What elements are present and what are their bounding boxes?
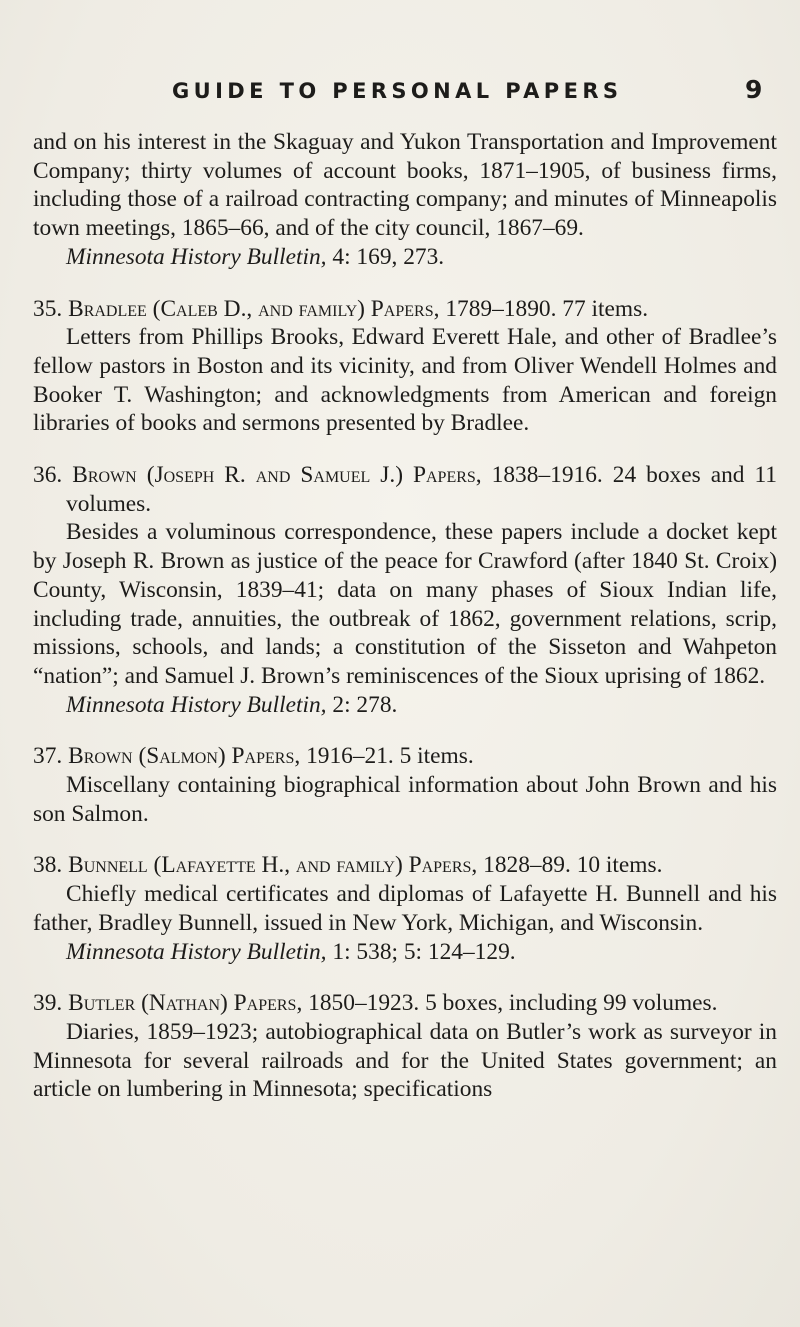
entry-description: Chiefly medical certificates and diplomas of Lafayette H. Bunnell and his father, Bradley Bunnell, issued in New York, Michigan, and Wisconsin. [33,881,777,936]
running-title: GUIDE TO PERSONAL PAPERS [172,79,623,103]
entry-heading [33,295,777,324]
entry-name: Butler (Nathan) Papers, [68,990,303,1017]
entry-39 [33,989,777,1104]
entry-description: Letters from Phillips Brooks, Edward Everett Hale, and other of Bradlee’s fellow pastors in Boston and its vicinity, and from Oliver Wendell Holmes and Booker T. Washington; and acknowledgments from American and foreign libraries of books and sermons presented by Bradlee. [33,324,777,437]
entry-description: Diaries, 1859–1923; autobiographical data on Butler’s work as surveyor in Minnesota for several railroads and for the United States government; an article on lumbering in Minnesota; specifications [33,1018,777,1103]
entry-name: Bradlee (Caleb D., and family) Papers, [68,295,440,322]
entry-number: 38. [33,852,63,879]
entry-details: 1838–1916. 24 boxes and 11 volumes. [66,462,777,517]
page-content [33,128,777,1104]
entry-heading [33,851,777,880]
bulletin-reference [33,938,777,967]
entry-name: Brown (Salmon) Papers, [68,743,301,770]
running-head [0,73,800,113]
bulletin-reference [33,243,777,272]
reference-title: Minnesota History Bulletin, [66,691,327,718]
entry-details: 1828–89. 10 items. [483,852,663,879]
entry-number: 36. [33,462,63,489]
continued-paragraph: and on his interest in the Skaguay and Yukon Transportation and Improvement Company; thirty volumes of account books, 1871–1905, of business firms, including those of a railroad contracting company; and minutes of Minneapolis town meetings, 1865–66, and of the city council, 1867–69. [33,129,777,242]
entry-description: Besides a voluminous correspondence, these papers include a docket kept by Joseph R. Brown as justice of the peace for Crawford (after 1840 St. Croix) County, Wisconsin, 1839–41; data on many phases of Sioux Indian life, including trade, annuities, the outbreak of 1862, government relations, scrip, missions, schools, and lands; a constitution of the Sisseton and Wahpeton “nation”; and Samuel J. Brown’s reminiscences of the Sioux uprising of 1862. [33,519,777,689]
bulletin-reference [33,691,777,720]
entry-number: 37. [33,743,63,770]
entry-details: 1916–21. 5 items. [306,743,474,770]
entry-details: 1850–1923. 5 boxes, including 99 volumes. [308,990,718,1017]
entry-38 [33,851,777,966]
entry-37 [33,742,777,828]
entry-number: 39. [33,990,63,1017]
entry-number: 35. [33,295,63,322]
entry-name: Brown (Joseph R. and Samuel J.) Papers, [72,462,482,489]
entry-35 [33,295,777,439]
entry-heading [33,742,777,771]
entry-heading [33,989,777,1018]
page-number: 9 [745,75,763,104]
reference-citation: 4: 169, 273. [332,243,445,270]
entry-36 [33,461,777,719]
reference-title: Minnesota History Bulletin, [66,938,327,965]
reference-citation: 1: 538; 5: 124–129. [332,938,516,965]
entry-heading [33,461,777,518]
entry-name: Bunnell (Lafayette H., and family) Papers, [68,852,478,879]
reference-citation: 2: 278. [332,691,398,718]
entry-description: Miscellany containing biographical information about John Brown and his son Salmon. [33,772,777,827]
entry-details: 1789–1890. 77 items. [445,295,649,322]
continued-entry [33,128,777,272]
reference-title: Minnesota History Bulletin, [66,243,327,270]
